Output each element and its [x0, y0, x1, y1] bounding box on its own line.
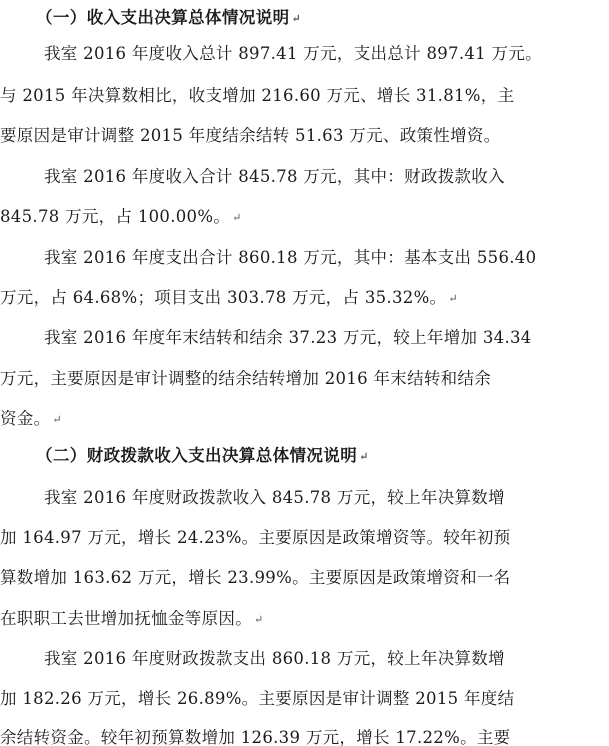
paragraph-line: 我室 2016 年度财政拨款支出 860.18 万元，较上年决算数增 [44, 649, 505, 668]
section-2-heading [36, 442, 369, 466]
paragraph-mark: ↵ [291, 12, 302, 25]
section-1-heading [36, 4, 301, 28]
paragraph-line: 我室 2016 年度财政拨款收入 845.78 万元，较上年决算数增 [44, 488, 505, 507]
paragraph-line: 加 182.26 万元，增长 26.89%。主要原因是审计调整 2015 年度结 [0, 689, 515, 708]
paragraph-line: 要原因是审计调整 2015 年度结余结转 51.63 万元、政策性增资。 [0, 126, 501, 145]
paragraph-mark: ↵ [359, 450, 369, 463]
paragraph-line-text: 845.78 万元，占 100.00%。 [0, 207, 231, 226]
paragraph-line: 我室 2016 年度收入合计 845.78 万元，其中：财政拨款收入 [44, 167, 505, 186]
paragraph-line [0, 405, 62, 429]
paragraph-mark: ↵ [254, 613, 264, 626]
paragraph-mark: ↵ [232, 211, 242, 224]
paragraph-line: 我室 2016 年度年末结转和结余 37.23 万元，较上年增加 34.34 [44, 328, 532, 347]
paragraph-mark: ↵ [448, 292, 458, 305]
paragraph-line: 我室 2016 年度收入总计 897.41 万元，支出总计 897.41 万元。 [44, 44, 542, 63]
section-1-heading-text: （一）收入支出决算总体情况说明 [36, 8, 290, 27]
paragraph-line [0, 203, 242, 227]
paragraph-line: 我室 2016 年度支出合计 860.18 万元，其中：基本支出 556.40 [44, 248, 537, 267]
paragraph-line-text: 资金。 [0, 409, 51, 428]
paragraph-mark: ↵ [52, 413, 62, 426]
paragraph-line: 与 2015 年决算数相比，收支增加 216.60 万元、增长 31.81%，主 [0, 86, 515, 105]
paragraph-line-text: 万元，占 64.68%；项目支出 303.78 万元，占 35.32%。 [0, 288, 447, 307]
paragraph-line-text: 在职职工去世增加抚恤金等原因。 [0, 609, 252, 628]
paragraph-line [0, 284, 458, 308]
paragraph-line [0, 605, 264, 629]
paragraph-line: 算数增加 163.62 万元，增长 23.99%。主要原因是政策增资和一名 [0, 568, 511, 587]
paragraph-line: 加 164.97 万元，增长 24.23%。主要原因是政策增资等。较年初预 [0, 528, 511, 547]
paragraph-line: 余结转资金。较年初预算数增加 126.39 万元，增长 17.22%。主要 [0, 728, 511, 746]
section-2-heading-text: （二）财政拨款收入支出决算总体情况说明 [36, 446, 358, 465]
paragraph-line: 万元，主要原因是审计调整的结余结转增加 2016 年末结转和结余 [0, 369, 492, 388]
